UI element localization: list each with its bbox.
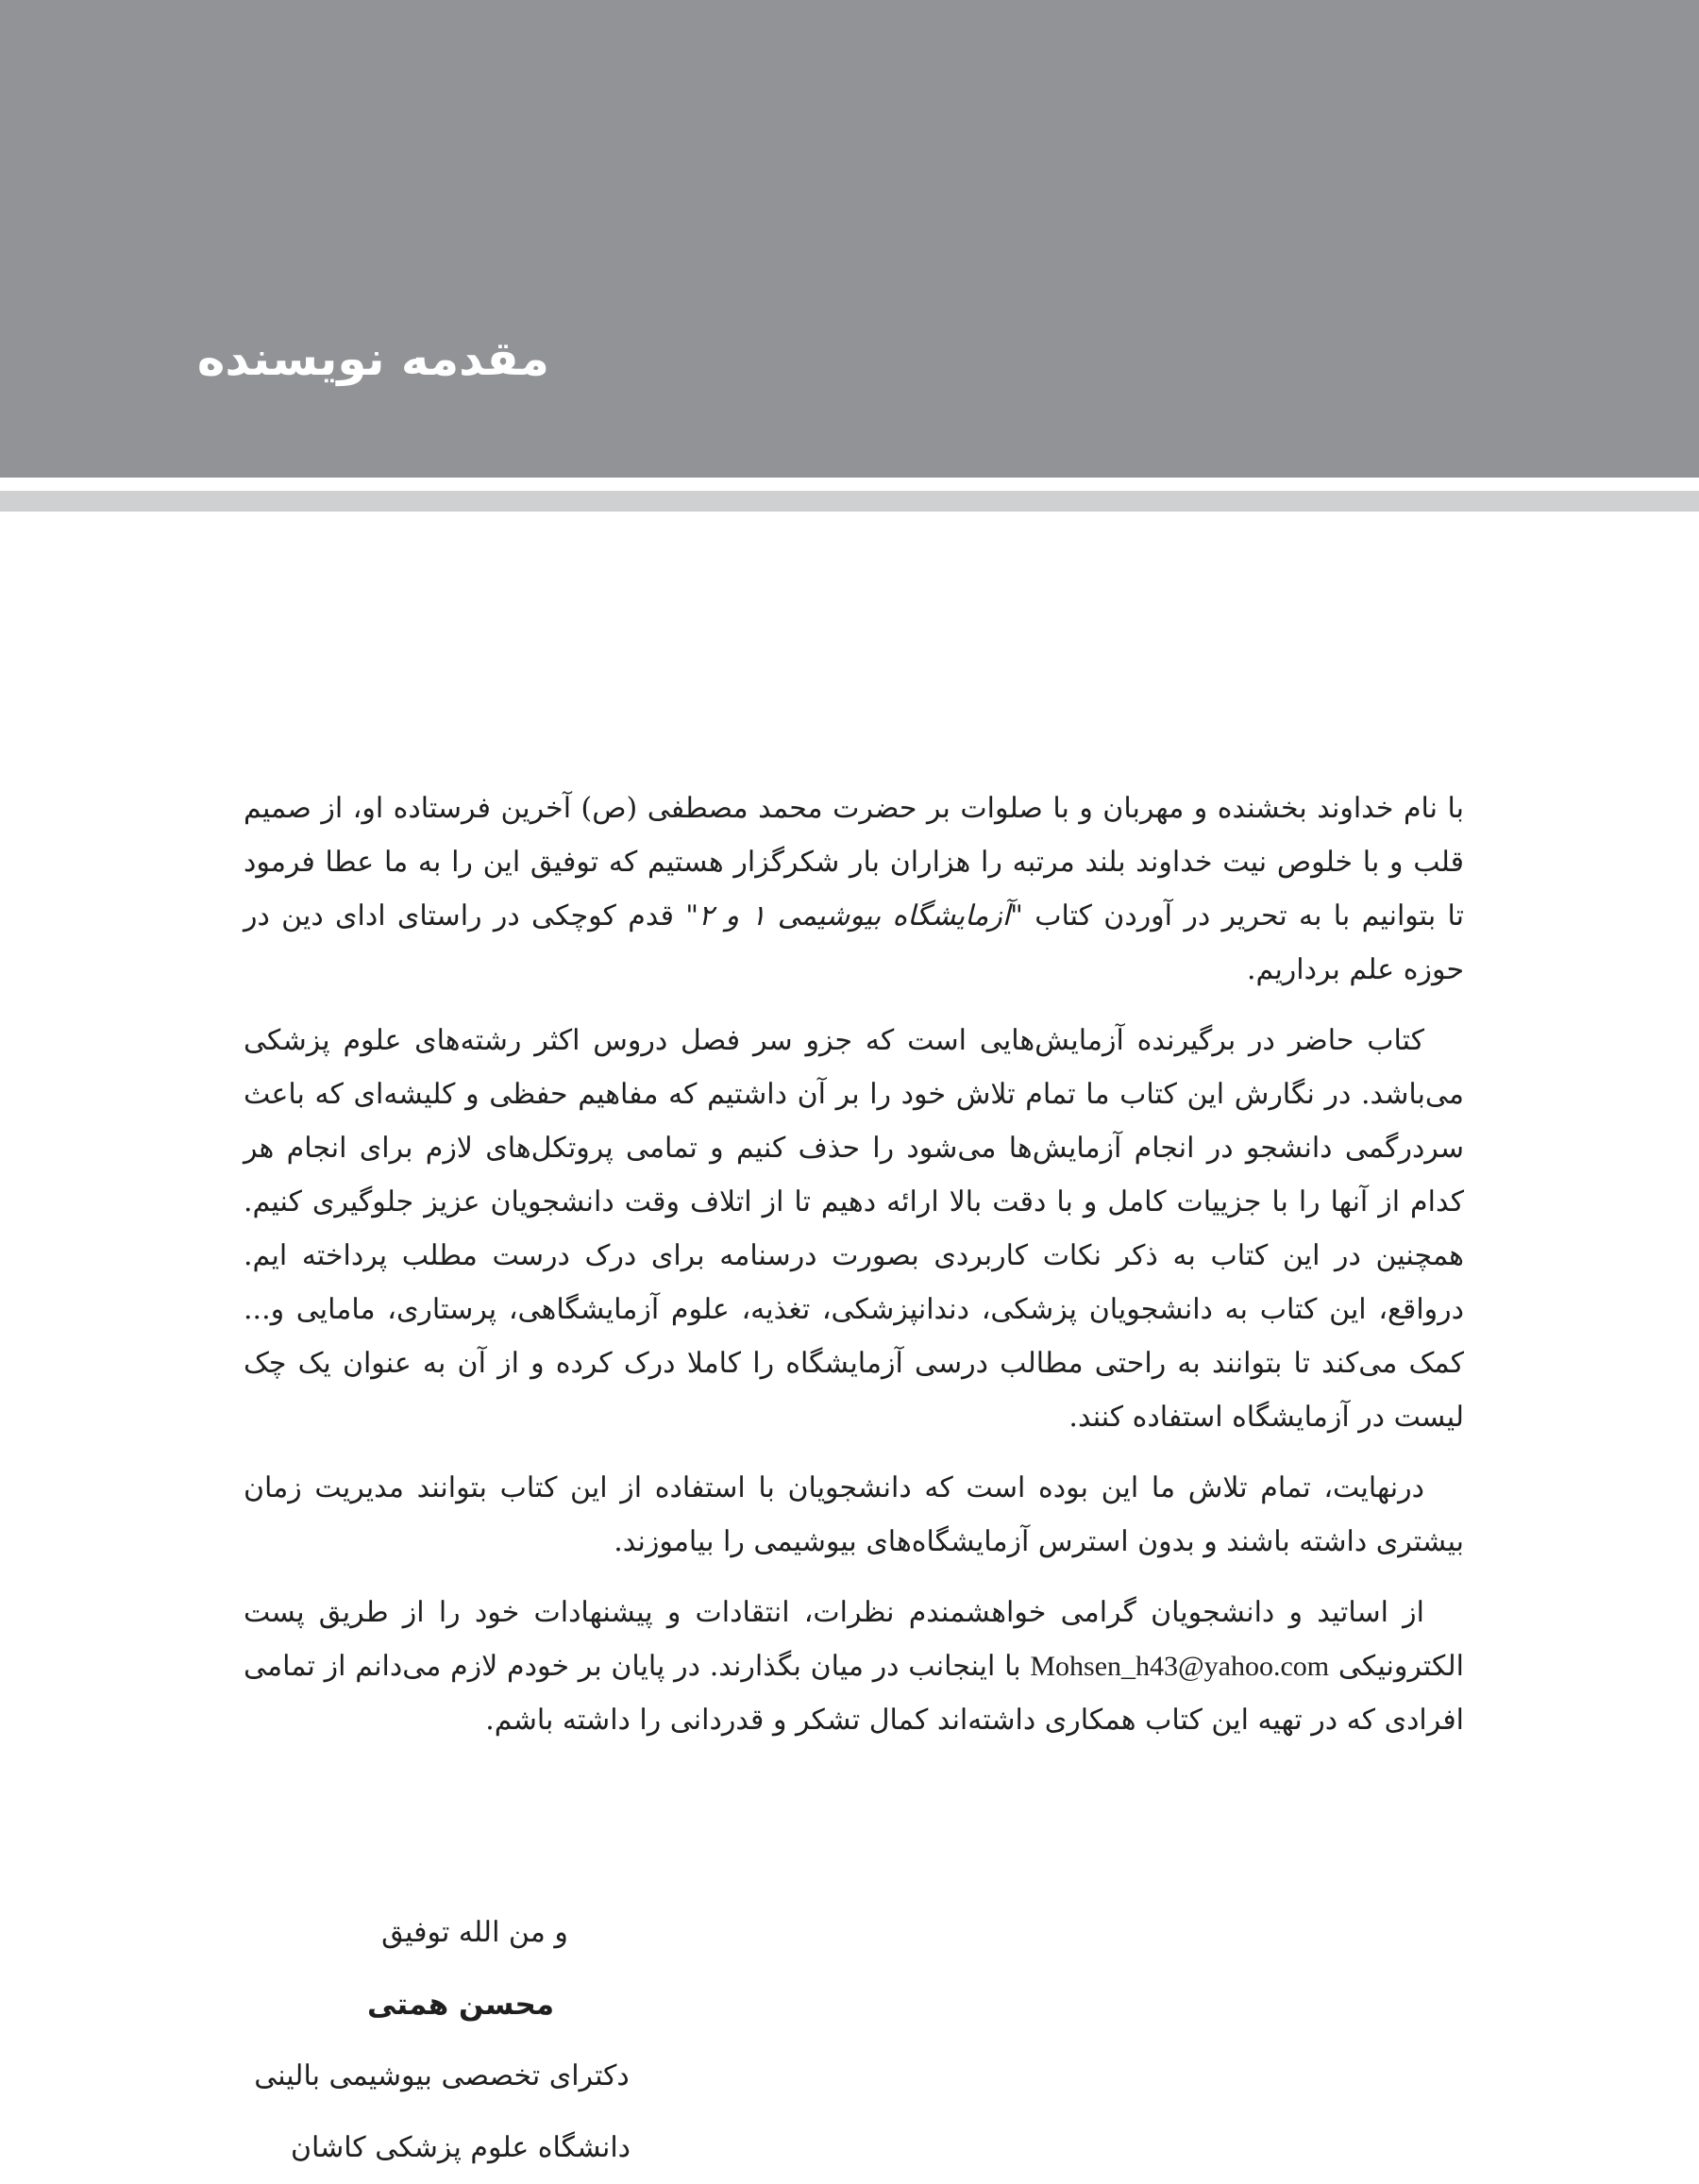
preface-body (244, 781, 1464, 1764)
chapter-header-band (0, 0, 1699, 478)
author-signature-block (244, 1897, 678, 2184)
book-title: آزمایشگاه بیوشیمی ۱ و ۲ (698, 899, 1011, 932)
preface-paragraph-1 (244, 781, 1464, 997)
preface-paragraph-3: درنهایت، تمام تلاش ما این بوده است که دانشجویان با استفاده از این کتاب بتوانند مدیریت زمان بیشتری داشته باشند و بدون استرس آزمایشگاه‌های بیوشیمی را بیاموزند. (244, 1471, 1464, 1558)
paragraph-4-text-end: با اینجانب در میان بگذارند. در پایان بر خودم لازم می‌دانم از تمامی افرادی که در تهیه این کتاب همکاری داشته‌اند کمال تشکر و قدردانی را داشته باشم. (244, 1650, 1464, 1737)
paragraph-1-text-start: با نام خداوند بخشنده و مهربان و با صلوات بر حضرت محمد مصطفی (ص) آخرین فرستاده او، از صمیم قلب و با خلوص نیت خداوند بلند مرتبه را هزاران بار شکرگزار هستیم که توفیق این را به ما عطا فرمود تا بتوانیم با به تحریر در آوردن کتاب " (244, 792, 1465, 932)
paragraph-1-text-end: " قدم کوچکی در راستای ادای دین در حوزه علم برداریم. (244, 899, 1464, 986)
author-name: محسن همتی (366, 1988, 555, 2022)
chapter-title: مقدمه نویسنده (196, 331, 549, 386)
author-affiliation: دانشگاه علوم پزشکی کاشان (290, 2131, 631, 2164)
author-email: Mohsen_h43@yahoo.com (1030, 1651, 1330, 1682)
author-degree: دکترای تخصصی بیوشیمی بالینی (254, 2059, 630, 2092)
preface-paragraph-2: کتاب حاضر در برگیرنده آزمایش‌هایی است که جزو سر فصل دروس اکثر رشته‌های علوم پزشکی می‌باشد. در نگارش این کتاب ما تمام تلاش خود را بر آن داشتیم که مفاهیم حفظی و کلیشه‌ای که باعث سردرگمی دانشجو در انجام آزمایش‌ها می‌شود را حذف کنیم و تمامی پروتکل‌های لازم برای انجام هر کدام از آنها را با جزییات کامل و با دقت بالا ارائه دهیم تا از اتلاف وقت دانشجویان عزیز جلوگیری کنیم. همچنین در این کتاب به ذکر نکات کاربردی بصورت درسنامه برای درک درست مطلب پرداخته ایم. درواقع، این کتاب به دانشجویان پزشکی، دندانپزشکی، تغذیه، علوم آزمایشگاهی، پرستاری، مامایی و... کمک می‌کند تا بتوانند به راحتی مطالب درسی آزمایشگاه را کاملا درک کرده و از آن به عنوان یک چک لیست در آزمایشگاه استفاده کنند. (244, 1024, 1464, 1434)
closing-phrase: و من الله توفیق (381, 1916, 568, 1949)
paragraph-4-text-start: از اساتید و دانشجویان گرامی خواهشمندم نظرات، انتقادات و پیشنهادات خود را از طریق پست الکترونیکی (244, 1596, 1464, 1683)
preface-paragraph-4 (244, 1586, 1464, 1747)
header-divider-stripe (0, 491, 1699, 512)
